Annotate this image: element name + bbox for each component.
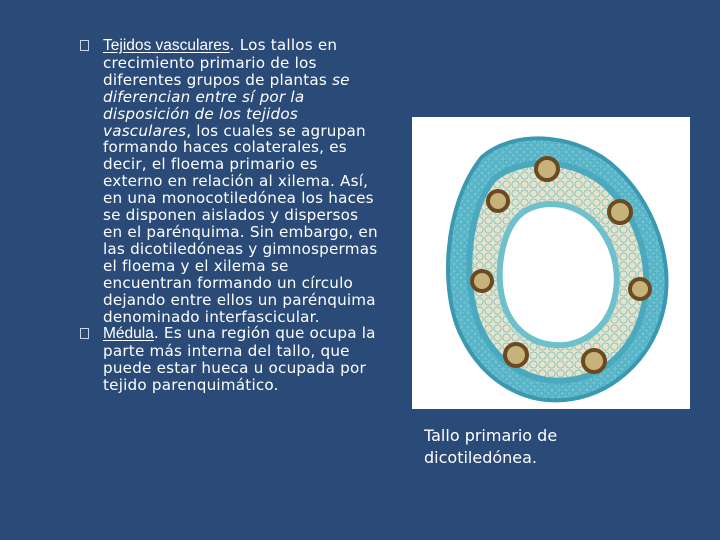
bullet-pith [80, 325, 380, 394]
bullet-text-part: , los cuales se agrupan formando haces colaterales, es decir, el floema primario es externo en relación al xilema. Así, en una monocotiledónea los haces se disponen aislados y dispersos en el parénquima. Sin embargo, en las dicotiledóneas y gimnospermas el floema y el xilema se encuentran formando un círculo dejando entre ellos un parénquima denominado interfascicular. [103, 121, 378, 326]
bullet-marker-icon [80, 40, 89, 51]
bullet-vascular-tissues [80, 37, 380, 325]
bullet-italic-text: se diferencian entre sí por la disposición de los tejidos vasculares [103, 70, 350, 140]
bullet-text-part: . Los tallos en crecimiento primario de los diferentes grupos de plantas [103, 36, 338, 89]
pith-cavity [500, 204, 617, 345]
bullet-text-part: . Es una región que ocupa la parte más interna del tallo, que puede estar hueca u ocupada por tejido parenquimático. [103, 324, 376, 395]
term-pith: Médula [103, 325, 154, 343]
bullet-list [80, 37, 380, 394]
term-vascular-tissues: Tejidos vasculares [103, 37, 230, 54]
stem-illustration [412, 117, 690, 409]
figure-caption: Tallo primario de dicotiledónea. [424, 426, 558, 467]
bullet-marker-icon [80, 328, 89, 339]
stem-cross-section-image [412, 117, 690, 409]
